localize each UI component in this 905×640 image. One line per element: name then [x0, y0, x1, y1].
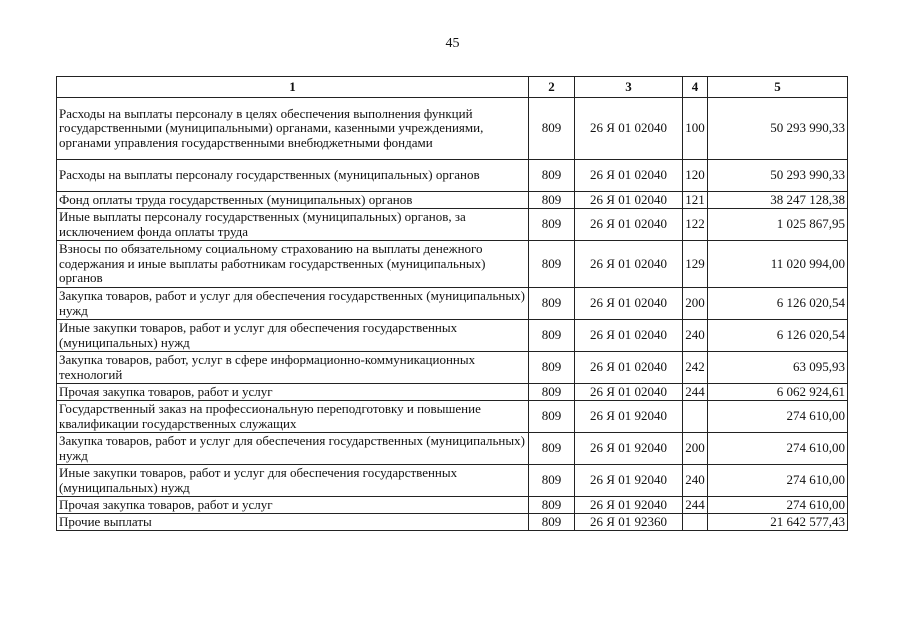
row-target-article: 26 Я 01 92040 [575, 497, 683, 514]
table-row [57, 514, 848, 531]
row-target-article: 26 Я 01 02040 [575, 320, 683, 352]
row-amount: 6 126 020,54 [708, 320, 848, 352]
row-expense-type: 100 [683, 98, 708, 160]
row-expense-type: 240 [683, 320, 708, 352]
row-department-code: 809 [529, 514, 575, 531]
row-expense-type: 244 [683, 384, 708, 401]
row-department-code: 809 [529, 465, 575, 497]
row-amount: 274 610,00 [708, 465, 848, 497]
row-amount: 274 610,00 [708, 497, 848, 514]
row-target-article: 26 Я 01 02040 [575, 352, 683, 384]
row-description: Расходы на выплаты персоналу в целях обеспечения выполнения функций государственными (муниципальными) органами, казенными учреждениями, органами управления государственными внебюджетными фондами [57, 98, 529, 160]
row-department-code: 809 [529, 352, 575, 384]
row-expense-type: 240 [683, 465, 708, 497]
row-target-article: 26 Я 01 92360 [575, 514, 683, 531]
row-amount: 1 025 867,95 [708, 209, 848, 241]
row-department-code: 809 [529, 401, 575, 433]
table-row [57, 209, 848, 241]
table-row [57, 384, 848, 401]
row-expense-type: 120 [683, 160, 708, 192]
page-number: 45 [445, 36, 460, 51]
row-department-code: 809 [529, 288, 575, 320]
table-body [57, 98, 848, 531]
row-description: Взносы по обязательному социальному страхованию на выплаты денежного содержания и иные выплаты работникам государственных (муниципальных) органов [57, 241, 529, 288]
row-description: Фонд оплаты труда государственных (муниципальных) органов [57, 192, 529, 209]
row-description: Закупка товаров, работ, услуг в сфере информационно-коммуникационных технологий [57, 352, 529, 384]
row-department-code: 809 [529, 160, 575, 192]
row-target-article: 26 Я 01 02040 [575, 288, 683, 320]
row-department-code: 809 [529, 433, 575, 465]
row-description: Закупка товаров, работ и услуг для обеспечения государственных (муниципальных) нужд [57, 288, 529, 320]
row-description: Прочая закупка товаров, работ и услуг [57, 384, 529, 401]
row-amount: 6 062 924,61 [708, 384, 848, 401]
row-amount: 50 293 990,33 [708, 98, 848, 160]
row-amount: 21 642 577,43 [708, 514, 848, 531]
table-row [57, 160, 848, 192]
row-target-article: 26 Я 01 92040 [575, 433, 683, 465]
row-department-code: 809 [529, 209, 575, 241]
row-description: Прочая закупка товаров, работ и услуг [57, 497, 529, 514]
row-target-article: 26 Я 01 92040 [575, 401, 683, 433]
row-amount: 274 610,00 [708, 401, 848, 433]
row-target-article: 26 Я 01 02040 [575, 160, 683, 192]
table-row [57, 352, 848, 384]
table-row [57, 288, 848, 320]
row-target-article: 26 Я 01 02040 [575, 209, 683, 241]
table-row [57, 401, 848, 433]
header-col-4: 4 [683, 77, 708, 98]
row-amount: 6 126 020,54 [708, 288, 848, 320]
header-col-3: 3 [575, 77, 683, 98]
row-description: Расходы на выплаты персоналу государственных (муниципальных) органов [57, 160, 529, 192]
row-expense-type: 129 [683, 241, 708, 288]
table-row [57, 98, 848, 160]
row-expense-type [683, 514, 708, 531]
row-expense-type: 200 [683, 433, 708, 465]
header-col-2: 2 [529, 77, 575, 98]
table-row [57, 465, 848, 497]
row-department-code: 809 [529, 320, 575, 352]
row-expense-type: 122 [683, 209, 708, 241]
row-target-article: 26 Я 01 02040 [575, 98, 683, 160]
row-department-code: 809 [529, 241, 575, 288]
table-row [57, 241, 848, 288]
row-department-code: 809 [529, 192, 575, 209]
row-target-article: 26 Я 01 02040 [575, 384, 683, 401]
table-row [57, 192, 848, 209]
row-amount: 50 293 990,33 [708, 160, 848, 192]
row-target-article: 26 Я 01 02040 [575, 192, 683, 209]
row-target-article: 26 Я 01 92040 [575, 465, 683, 497]
table-row [57, 433, 848, 465]
row-description: Закупка товаров, работ и услуг для обеспечения государственных (муниципальных) нужд [57, 433, 529, 465]
row-description: Иные закупки товаров, работ и услуг для обеспечения государственных (муниципальных) нужд [57, 320, 529, 352]
row-department-code: 809 [529, 98, 575, 160]
row-expense-type [683, 401, 708, 433]
budget-table [56, 76, 848, 531]
row-description: Иные закупки товаров, работ и услуг для обеспечения государственных (муниципальных) нужд [57, 465, 529, 497]
row-amount: 274 610,00 [708, 433, 848, 465]
row-amount: 38 247 128,38 [708, 192, 848, 209]
table-row [57, 497, 848, 514]
row-department-code: 809 [529, 497, 575, 514]
header-col-1: 1 [57, 77, 529, 98]
row-expense-type: 242 [683, 352, 708, 384]
row-expense-type: 121 [683, 192, 708, 209]
row-description: Иные выплаты персоналу государственных (муниципальных) органов, за исключением фонда оплаты труда [57, 209, 529, 241]
row-description: Государственный заказ на профессиональную переподготовку и повышение квалификации государственных служащих [57, 401, 529, 433]
row-description: Прочие выплаты [57, 514, 529, 531]
table-header-row [57, 77, 848, 98]
row-amount: 11 020 994,00 [708, 241, 848, 288]
header-col-5: 5 [708, 77, 848, 98]
table-row [57, 320, 848, 352]
row-expense-type: 200 [683, 288, 708, 320]
row-target-article: 26 Я 01 02040 [575, 241, 683, 288]
row-expense-type: 244 [683, 497, 708, 514]
row-amount: 63 095,93 [708, 352, 848, 384]
row-department-code: 809 [529, 384, 575, 401]
